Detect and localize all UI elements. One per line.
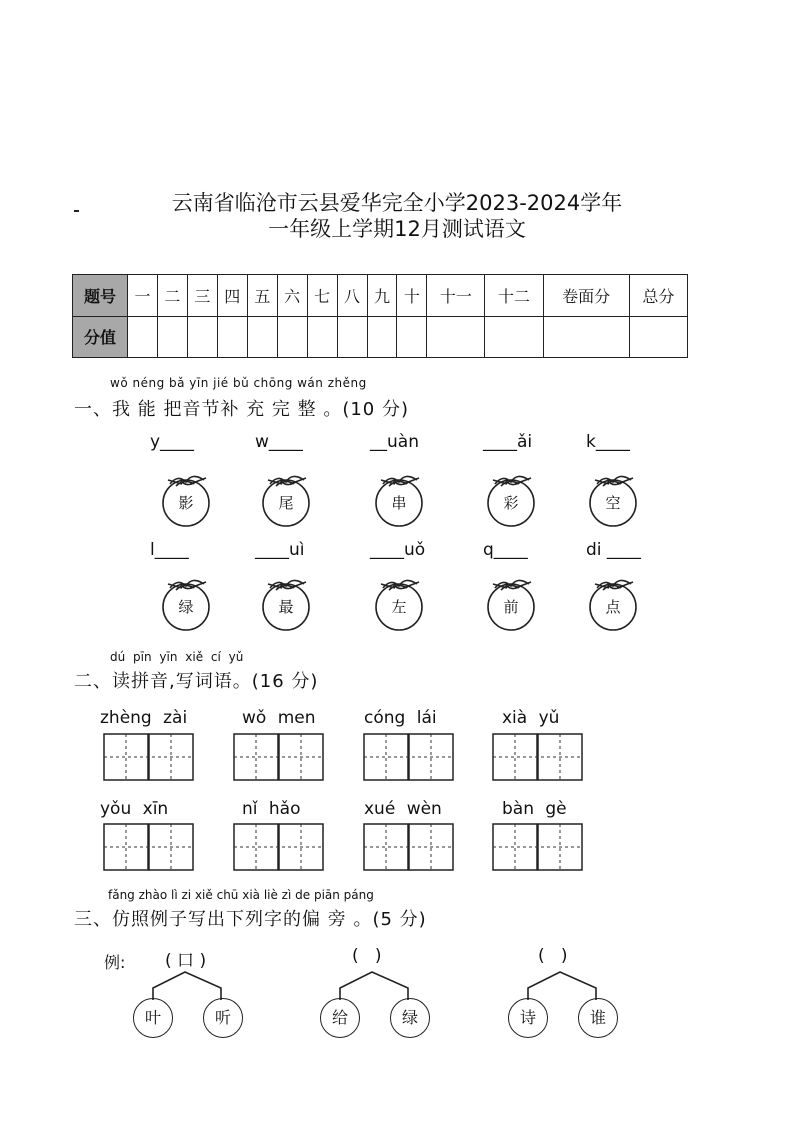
fruit-card <box>262 478 310 526</box>
character-circle: 诗 <box>508 998 548 1038</box>
pinyin-blank-3[interactable]: ____ǎi <box>483 432 533 452</box>
fruit-card <box>375 582 423 630</box>
fruit-card <box>162 478 210 526</box>
score-col-4: 五 <box>247 275 277 317</box>
score-value-cell[interactable] <box>128 316 158 358</box>
pinyin-blank-6[interactable]: ____uì <box>255 540 305 560</box>
score-col-11: 十二 <box>485 275 543 317</box>
score-value-cell[interactable] <box>217 316 247 358</box>
section2-title: 二、读拼音,写词语。(16 分) <box>74 671 319 692</box>
writing-grid[interactable] <box>103 733 195 779</box>
score-value-cell[interactable] <box>157 316 187 358</box>
score-col-6: 七 <box>307 275 337 317</box>
word-pinyin-3: xià yǔ <box>502 708 560 728</box>
score-col-12: 卷面分 <box>543 275 629 317</box>
writing-grid[interactable] <box>233 823 325 869</box>
score-value-cell[interactable] <box>427 316 485 358</box>
pinyin-blank-1[interactable]: w____ <box>255 432 303 452</box>
title-line1: 云南省临沧市云县爱华完全小学2023-2024学年 <box>171 191 623 215</box>
fruit-card <box>375 478 423 526</box>
fruit-card <box>487 478 535 526</box>
writing-grid[interactable] <box>233 733 325 779</box>
score-value-cell[interactable] <box>277 316 307 358</box>
word-pinyin-4: yǒu xīn <box>100 799 169 819</box>
score-value-cell[interactable] <box>543 316 629 358</box>
title-line2: 一年级上学期12月测试语文 <box>268 217 526 241</box>
pinyin-blank-5[interactable]: l____ <box>150 540 189 560</box>
score-value-cell[interactable] <box>247 316 277 358</box>
score-col-2: 三 <box>187 275 217 317</box>
score-col-10: 十一 <box>427 275 485 317</box>
word-pinyin-7: bàn gè <box>502 799 567 819</box>
score-value-cell[interactable] <box>337 316 367 358</box>
fruit-character: 绿 <box>178 598 194 616</box>
section3-pinyin: fǎng zhào lì zi xiě chū xià liè zì de piān páng <box>108 888 374 902</box>
section3-title: 三、仿照例子写出下列字的偏 旁 。(5 分) <box>74 909 427 930</box>
writing-grid[interactable] <box>492 733 584 779</box>
example-label: 例: <box>104 953 126 972</box>
writing-grid[interactable] <box>363 823 455 869</box>
score-table-header-value: 分值 <box>73 316 128 358</box>
word-pinyin-1: wǒ men <box>242 708 316 728</box>
radical-answer-blank[interactable]: ( ) <box>538 946 568 966</box>
score-value-cell[interactable] <box>629 316 687 358</box>
fruit-character: 空 <box>605 494 621 512</box>
radical-answer-blank[interactable]: ( ) <box>352 946 382 966</box>
fruit-card <box>487 582 535 630</box>
fruit-character: 彩 <box>503 494 519 512</box>
character-circle: 绿 <box>390 998 430 1038</box>
character-circle: 听 <box>203 998 243 1038</box>
score-table-row-numbers <box>73 275 688 317</box>
fruit-character: 串 <box>391 494 407 512</box>
fruit-character: 最 <box>278 598 294 616</box>
fruit-card <box>589 582 637 630</box>
pinyin-blank-8[interactable]: q____ <box>483 540 528 560</box>
word-pinyin-5: nǐ hǎo <box>242 799 301 819</box>
word-pinyin-0: zhèng zài <box>100 708 188 728</box>
pinyin-blank-4[interactable]: k____ <box>586 432 630 452</box>
fruit-card <box>262 582 310 630</box>
section2-pinyin: dú pīn yīn xiě cí yǔ <box>110 650 244 664</box>
fruit-character: 点 <box>605 598 621 616</box>
fruit-character: 前 <box>503 598 519 616</box>
fruit-card <box>589 478 637 526</box>
pinyin-blank-7[interactable]: ____uǒ <box>370 540 426 560</box>
score-col-13: 总分 <box>629 275 687 317</box>
fruit-character: 影 <box>178 494 194 512</box>
writing-grid[interactable] <box>492 823 584 869</box>
section1-pinyin: wǒ néng bǎ yīn jié bǔ chōng wán zhěng <box>110 376 367 390</box>
example-answer: ( 口 ) <box>165 951 207 971</box>
score-col-0: 一 <box>128 275 158 317</box>
fruit-character: 尾 <box>278 494 294 512</box>
pinyin-blank-2[interactable]: __uàn <box>370 432 419 452</box>
writing-grid[interactable] <box>363 733 455 779</box>
fruit-card <box>162 582 210 630</box>
score-value-cell[interactable] <box>485 316 543 358</box>
score-col-8: 九 <box>367 275 397 317</box>
score-value-cell[interactable] <box>367 316 397 358</box>
score-table-header-number: 题号 <box>73 275 128 317</box>
score-col-5: 六 <box>277 275 307 317</box>
score-col-1: 二 <box>157 275 187 317</box>
score-col-9: 十 <box>397 275 427 317</box>
section1-title: 一、我 能 把音节补 充 完 整 。(10 分) <box>74 399 409 420</box>
score-table-row-values <box>73 316 688 358</box>
word-pinyin-6: xué wèn <box>364 799 442 819</box>
score-table <box>72 274 688 358</box>
score-value-cell[interactable] <box>307 316 337 358</box>
score-value-cell[interactable] <box>187 316 217 358</box>
character-circle: 给 <box>320 998 360 1038</box>
pinyin-blank-9[interactable]: di ____ <box>586 540 641 560</box>
character-circle: 谁 <box>578 998 618 1038</box>
pinyin-blank-0[interactable]: y____ <box>150 432 195 452</box>
score-col-3: 四 <box>217 275 247 317</box>
score-col-7: 八 <box>337 275 367 317</box>
character-circle: 叶 <box>133 998 173 1038</box>
score-value-cell[interactable] <box>397 316 427 358</box>
fruit-character: 左 <box>391 598 407 616</box>
writing-grid[interactable] <box>103 823 195 869</box>
word-pinyin-2: cóng lái <box>364 708 437 728</box>
